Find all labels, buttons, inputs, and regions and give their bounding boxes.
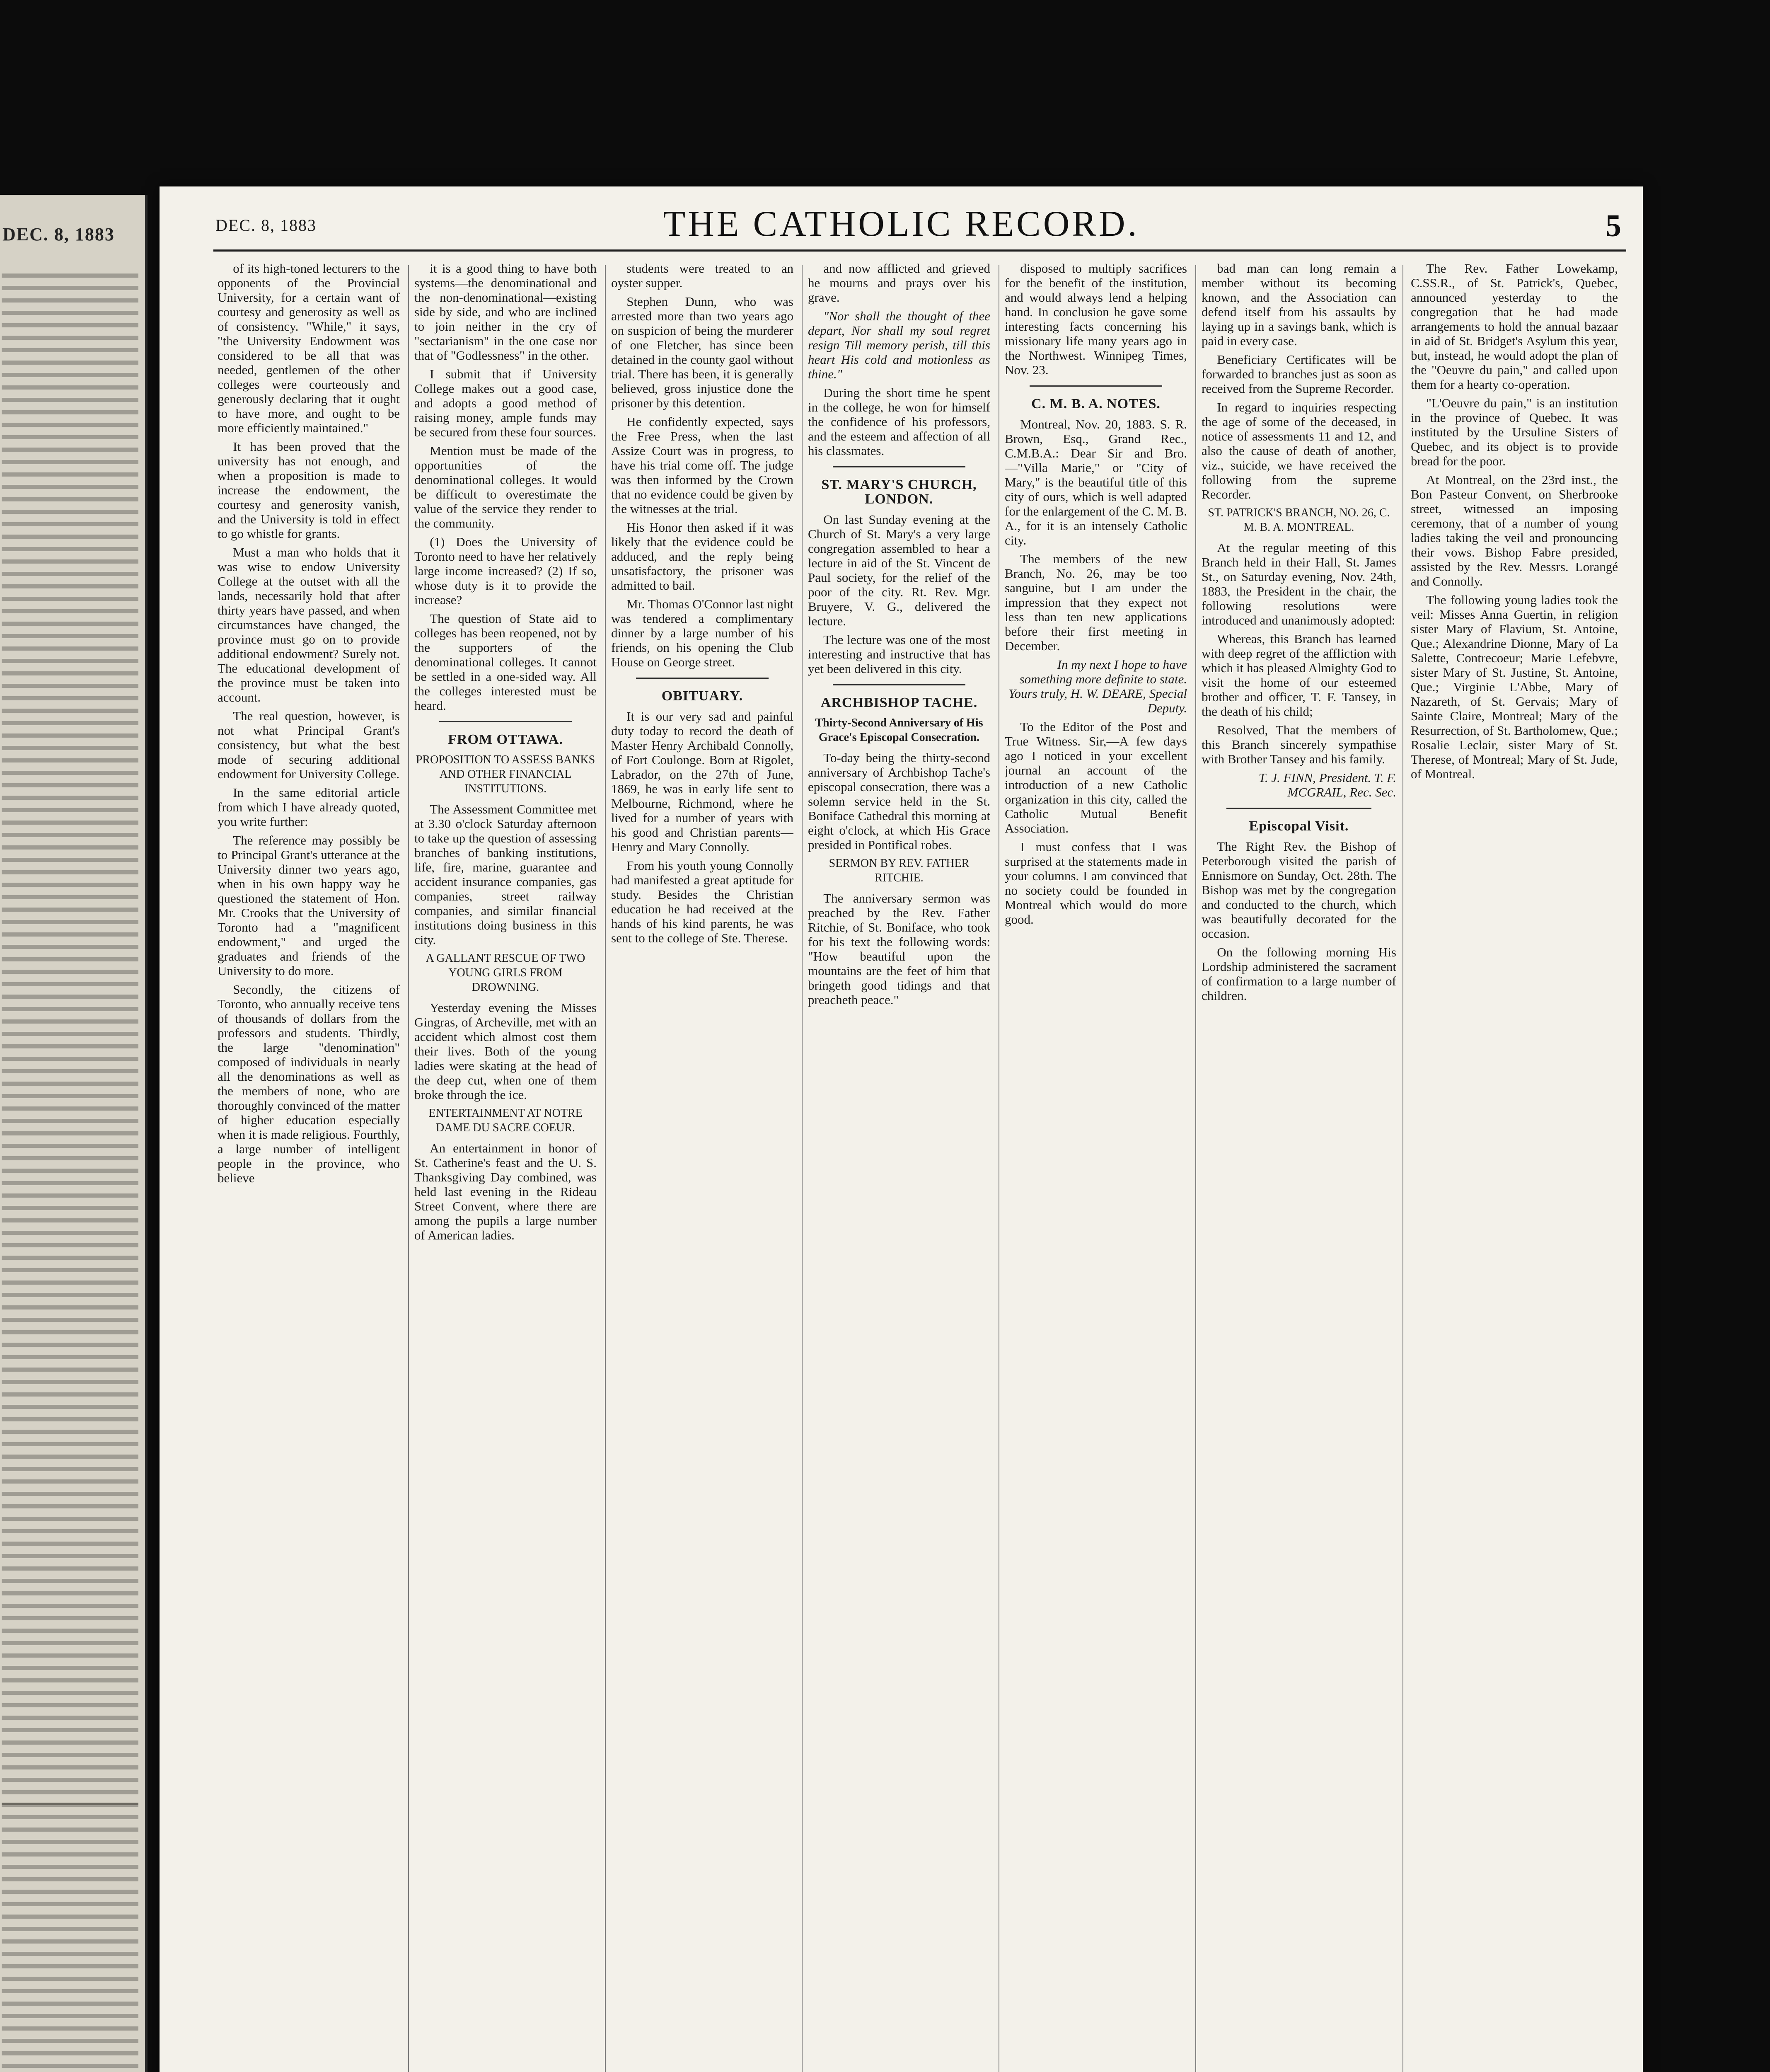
article-paragraph: The following young ladies took the veil: Misses Anna Guertin, in religion sister Mary of Flavium, St. Antoine, Que.; Alexandrine Dionne, Mary of La Salette, Contrecoeur; Marie Lefebvre, sister Mary of St. Justine, St. Antoine, Que.; Virginie L'Abbe, Mary of Nazareth, of St. Gervais; Mary of Sainte Claire, Montreal; Mary of the Resurrection, of St. Bartholomew, Que.; Rosalie Leclair, sister Mary of St. Therese, of Montreal; Mary of St. Jude, of Montreal. [1411,593,1618,781]
masthead [160,186,1643,253]
subheadline: Thirty-Second Anniversary of His Grace's Episcopal Consecration. [815,716,983,744]
newspaper-title: THE CATHOLIC RECORD. [663,204,1139,244]
article-paragraph: The lecture was one of the most interesting and instructive that has yet been delivered in this city. [808,632,990,676]
page-number: 5 [1606,208,1621,243]
section-rule [636,678,769,679]
article-paragraph: Whereas, this Branch has learned with deep regret of the affliction with which it has pleased Almighty God to visit the home of our esteemed brother and officer, T. F. Tansey, in the death of his child; [1202,632,1396,719]
column-divider [1402,265,1403,2072]
article-paragraph: Resolved, That the members of this Branch sincerely sympathise with Brother Tansey and his family. [1202,723,1396,766]
article-paragraph: Yesterday evening the Misses Gingras, of Archeville, met with an accident which almost cost them their lives. Both of the young ladies were skating at the head of the deep cut, when one of them broke through the ice. [414,1000,597,1102]
section-rule [1226,808,1371,809]
article-paragraph: The anniversary sermon was preached by the Rev. Father Ritchie, of St. Boniface, who took for his text the following words: "How beautiful upon the mountains are the feet of him that bringeth good tidings and that preacheth peace." [808,891,990,1007]
column-5 [1005,261,1187,2072]
article-paragraph: To-day being the thirty-second anniversary of Archbishop Tache's episcopal consecration, there was a solemn service held in the St. Boniface Cathedral this morning at eight o'clock, at which His Grace presided in Pontifical robes. [808,750,990,852]
section-rule [1030,385,1162,387]
signature: In my next I hope to have something more definite to state. Yours truly, H. W. DEARE, Special Deputy. [1008,657,1187,715]
article-paragraph: At Montreal, on the 23rd inst., the Bon Pasteur Convent, on Sherbrooke street, witnessed an imposing ceremony, that of a number of young ladies taking the veil and pronouncing their vows. Bishop Fabre presided, assisted by the Rev. Messrs. Lorangé and Connolly. [1411,472,1618,588]
column-divider [1195,265,1196,2072]
article-paragraph: and now afflicted and grieved he mourns and prays over his grave. [808,261,990,305]
article-paragraph: Stephen Dunn, who was arrested more than two years ago on suspicion of being the murderer of one Fletcher, has since been detained in the county gaol without trial. There has been, it is generally believed, gross injustice done the prisoner by this detention. [611,294,793,410]
article-paragraph: Beneficiary Certificates will be forwarded to branches just as soon as received from the Supreme Recorder. [1202,352,1396,396]
article-paragraph: The Assessment Committee met at 3.30 o'clock Saturday afternoon to take up the question of assessing branches of banking institutions, life, fire, marine, guarantee and accident insurance companies, gas companies, street railway companies, and similar financial institutions doing business in this city. [414,802,597,947]
masthead-date: DEC. 8, 1883 [215,216,317,235]
column-6 [1202,261,1396,2072]
subheadline: A GALLANT RESCUE OF TWO YOUNG GIRLS FROM DROWNING. [426,952,585,994]
column-divider [605,265,606,2072]
headline-obituary: OBITUARY. [661,688,743,704]
article-paragraph: On last Sunday evening at the Church of St. Mary's a very large congregation assembled to hear a lecture in aid of the St. Vincent de Paul society, for the relief of the poor of the city. Rt. Rev. Mgr. Bruyere, V. G., delivered the lecture. [808,512,990,628]
subheadline: ST. PATRICK'S BRANCH, NO. 26, C. M. B. A. MONTREAL. [1208,506,1390,534]
article-paragraph: It has been proved that the university has not enough, and when a proposition is made to increase the endowment, the courtesy and generosity vanish, and the University is told in effect to go whistle for grants. [218,439,400,541]
article-paragraph: His Honor then asked if it was likely that the evidence could be adduced, and the reply being unsatisfactory, the prisoner was admitted to bail. [611,520,793,593]
headline-from-ottawa: FROM OTTAWA. [448,732,563,747]
article-paragraph: bad man can long remain a member without its becoming known, and the Association can defend itself from his assaults by laying up in a savings bank, which is paid in every case. [1202,261,1396,348]
article-paragraph: The reference may possibly be to Principal Grant's utterance at the University dinner two years ago, when in his own happy way he questioned the statement of Hon. Mr. Crooks that the University of Toronto had a "magnificent endowment," and urged the graduates and friends of the University to do more. [218,833,400,978]
adjacent-page-rule [2,1803,138,1805]
column-2 [414,261,597,2072]
adjacent-page-fragment [0,195,148,2072]
column-1 [218,261,400,2072]
article-paragraph: I submit that if University College makes out a good case, and adopts a good method of raising money, ample funds may be secured from these four sources. [414,367,597,439]
subheadline: ENTERTAINMENT AT NOTRE DAME DU SACRE COEUR. [428,1107,583,1134]
newspaper-page [160,186,1643,2072]
article-paragraph: An entertainment in honor of St. Catherine's feast and the U. S. Thanksgiving Day combined, was held last evening in the Rideau Street Convent, where there are among the pupils a large number of American ladies. [414,1141,597,1242]
adjacent-page-text-columns [2,265,138,2072]
article-paragraph: The question of State aid to colleges has been reopened, not by the supporters of the denominational colleges. It cannot be settled in a one-sided way. All the colleges interested must be heard. [414,611,597,713]
article-paragraph: Mr. Thomas O'Connor last night was tendered a complimentary dinner by a large number of his friends, on his opening the Club House on George street. [611,597,793,669]
article-paragraph: The real question, however, is not what Principal Grant's consistency, but what the best mode of securing additional endowment for University College. [218,709,400,781]
poem-quote: "Nor shall the thought of thee depart, Nor shall my soul regret resign Till memory perish, till this heart His cold and motionless as thine." [808,309,990,381]
article-paragraph: (1) Does the University of Toronto need to have her relatively large income increased? (2) If so, whose duty is it to provide the increase? [414,535,597,607]
headline-archbishop-tache: ARCHBISHOP TACHE. [820,695,978,710]
article-paragraph: Mention must be made of the opportunities of the denominational colleges. It would be difficult to overestimate the value of the service they render to the community. [414,443,597,530]
article-paragraph: I must confess that I was surprised at the statements made in your columns. I am convinced that no society could be founded in Montreal which would do more good. [1005,840,1187,927]
column-4 [808,261,990,2072]
article-paragraph: it is a good thing to have both systems—the denominational and the non-denominational—existing side by side, and who are inclined to join neither in the cry of "sectarianism" in the one case nor that of "Godlessness" in the other. [414,261,597,363]
headline-st-marys-church: ST. MARY'S CHURCH, LONDON. [821,477,977,507]
signature: T. J. FINN, President. T. F. MCGRAIL, Rec. Sec. [1258,770,1396,799]
subheadline: SERMON BY REV. FATHER RITCHIE. [829,857,970,884]
article-paragraph: To the Editor of the Post and True Witness. Sir,—A few days ago I noticed in your excellent journal an account of the introduction of a new Catholic organization in this city, called the Catholic Mutual Benefit Association. [1005,719,1187,835]
article-paragraph: The Right Rev. the Bishop of Peterborough visited the parish of Ennismore on Sunday, Oct. 28th. The Bishop was met by the congregation and conducted to the church, which was beautifully decorated for the occasion. [1202,839,1396,941]
column-7 [1411,261,1618,2072]
article-paragraph: Montreal, Nov. 20, 1883. S. R. Brown, Esq., Grand Rec., C.M.B.A.: Dear Sir and Bro.—"Villa Marie," or "City of Mary," is the beautiful title of this city of ours, which is well adapted for the enlargement of the C. M. B. A., for it is an intensely Catholic city. [1005,417,1187,547]
article-paragraph: In regard to inquiries respecting the age of some of the deceased, in notice of assessments 11 and 12, and also the cause of death of another, viz., suicide, we have received the following from the supreme Recorder. [1202,400,1396,501]
article-paragraph: On the following morning His Lordship administered the sacrament of confirmation to a large number of children. [1202,945,1396,1003]
subheadline: PROPOSITION TO ASSESS BANKS AND OTHER FINANCIAL INSTITUTIONS. [416,753,595,795]
article-paragraph: Secondly, the citizens of Toronto, who annually receive tens of thousands of dollars from the professors and students. Thirdly, the large "denomination" composed of individuals in nearly all the denominations as well as the members of none, who are thoroughly convinced of the matter of higher education especially when it is made religious. Fourthly, a large number of intelligent people in the province, who believe [218,982,400,1185]
section-rule [439,721,572,722]
section-rule [833,466,965,467]
column-divider [802,265,803,2072]
column-3 [611,261,793,2072]
article-paragraph: The members of the new Branch, No. 26, may be too sanguine, but I am under the impression that they expect not less than ten new applications before their first meeting in December. [1005,552,1187,653]
article-paragraph: of its high-toned lecturers to the opponents of the Provincial University, for a certain want of courtesy and generosity as well as of consistency. "While," it says, "the University Endowment was considered to be all that was needed, gentlemen of the other colleges were courteously and generously declaring that it ought to have more, and ought to be more efficiently maintained." [218,261,400,435]
article-paragraph: During the short time he spent in the college, he won for himself the confidence of his professors, and the esteem and affection of all his classmates. [808,385,990,458]
section-rule [833,684,965,685]
article-paragraph: "L'Oeuvre du pain," is an institution in the province of Quebec. It was instituted by the Ursuline Sisters of Quebec, and its object is to provide bread for the poor. [1411,396,1618,468]
headline-cmba-notes: C. M. B. A. NOTES. [1031,396,1161,411]
headline-episcopal-visit: Episcopal Visit. [1249,818,1349,834]
masthead-rule [213,249,1626,252]
article-paragraph: students were treated to an oyster supper. [611,261,793,290]
article-paragraph: In the same editorial article from which I have already quoted, you write further: [218,785,400,829]
article-paragraph: It is our very sad and painful duty today to record the death of Master Henry Archibald Connolly, of Fort Coulonge. Born at Rigolet, Labrador, on the 27th of June, 1869, he was in early life sent to Melbourne, Richmond, where he lived for a number of years with his good and Christian parents—Henry and Mary Connolly. [611,709,793,854]
article-paragraph: Must a man who holds that it was wise to endow University College at the outset with all the lands, necessarily hold that after thirty years have passed, and when circumstances have changed, the province must go on to provide additional endowment? Surely not. The educational development of the province must be taken into account. [218,545,400,704]
article-paragraph: At the regular meeting of this Branch held in their Hall, St. James St., on Saturday evening, Nov. 24th, 1883, the President in the chair, the following resolutions were introduced and unanimously adopted: [1202,540,1396,627]
article-paragraph: From his youth young Connolly had manifested a great aptitude for study. Besides the Christian education he had received at the hands of his kind parents, he was sent to the college of Ste. Therese. [611,858,793,945]
adjacent-page-date: DEC. 8, 1883 [2,224,115,244]
article-paragraph: He confidently expected, says the Free Press, when the last Assize Court was in progress, to have his trial come off. The judge was then informed by the Crown that no evidence could be given by the witnesses at the trial. [611,414,793,516]
article-paragraph: The Rev. Father Lowekamp, C.SS.R., of St. Patrick's, Quebec, announced yesterday to the congregation that he had made arrangements to hold the annual bazaar in aid of St. Bridget's Asylum this year, but, instead, he would adopt the plan of the "Oeuvre du pain," and called upon them for a hearty co-operation. [1411,261,1618,392]
column-divider [408,265,409,2072]
article-paragraph: disposed to multiply sacrifices for the benefit of the institution, and would always lend a helping hand. In conclusion he gave some interesting facts concerning his missionary life many years ago in the Northwest. Winnipeg Times, Nov. 23. [1005,261,1187,377]
